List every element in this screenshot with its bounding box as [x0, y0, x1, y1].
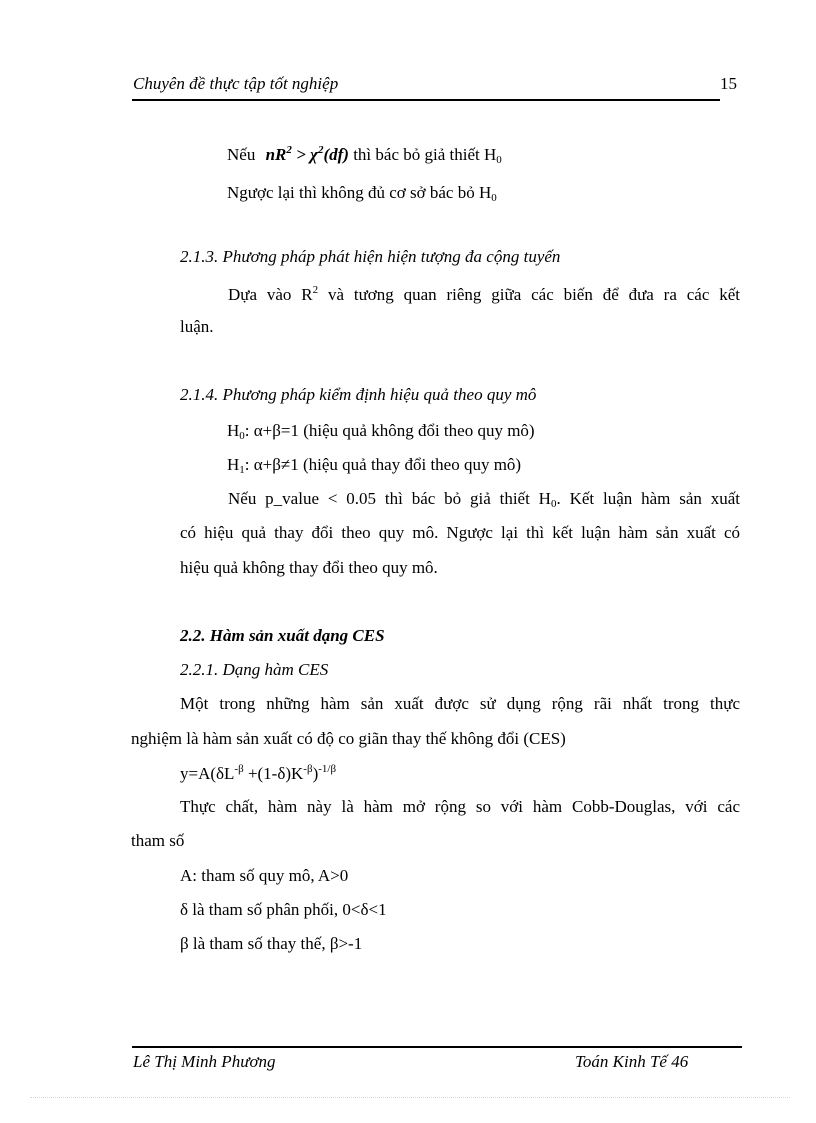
parameter-delta: δ là tham số phân phối, 0<δ<1 — [180, 900, 387, 919]
section-2-2-1-heading: 2.2.1. Dạng hàm CES — [180, 660, 329, 679]
section-2-2-1-paragraph-line4: tham số — [131, 831, 185, 850]
section-2-1-3-heading: 2.1.3. Phương pháp phát hiện hiện tượng đa cộng tuyến — [180, 247, 561, 266]
page-edge-dotted-line — [30, 1097, 790, 1098]
section-2-2-1-paragraph-line1: Một trong những hàm sản xuất được sử dụng rộng rãi nhất trong thực — [180, 694, 740, 713]
running-header-title: Chuyên đề thực tập tốt nghiệp — [133, 74, 339, 93]
section-2-2-1-paragraph-line2: nghiệm là hàm sản xuất có độ co giãn thay thế không đổi (CES) — [131, 729, 566, 748]
section-2-1-4-paragraph-line1: Nếu p_value < 0.05 thì bác bỏ giả thiết $H_0$. Kết luận hàm sản xuất — [228, 489, 740, 510]
hypothesis-h1: $H_1$: α+β≠1 (hiệu quả thay đổi theo quy mô) — [227, 455, 522, 476]
ces-equation: $y=A(\delta L^{-\beta} +(1-\delta)K^{-\beta})^{-1/\beta}$ — [180, 763, 337, 783]
section-2-1-3-paragraph-line1: Dựa vào $R^2$ và tương quan riêng giữa các biến để đưa ra các kết — [228, 284, 740, 304]
section-2-1-3-paragraph-line2: luận. — [180, 317, 214, 336]
section-2-2-heading: 2.2. Hàm sản xuất dạng CES — [180, 626, 385, 645]
rule-otherwise-line: Ngược lại thì không đủ cơ sở bác bỏ $H_0$ — [227, 183, 497, 204]
header-rule — [132, 99, 720, 101]
hypothesis-h0: $H_0$: α+β=1 (hiệu quả không đổi theo quy mô) — [227, 421, 535, 442]
footer-rule — [132, 1046, 742, 1048]
rule-suffix: thì bác bỏ giả thiết H — [348, 145, 497, 164]
rule-suffix-sub: 0 — [496, 154, 502, 166]
footer-class: Toán Kinh Tế 46 — [575, 1052, 689, 1071]
section-2-1-4-paragraph-line2: có hiệu quả thay đổi theo quy mô. Ngược lại thì kết luận hàm sản xuất có — [180, 523, 740, 542]
parameter-beta: β là tham số thay thế, β>-1 — [180, 934, 363, 953]
section-2-1-4-paragraph-line3: hiệu quả không thay đổi theo quy mô. — [180, 558, 438, 577]
page-number: 15 — [720, 74, 737, 93]
footer-author: Lê Thị Minh Phương — [133, 1052, 276, 1071]
section-2-2-1-paragraph-line3: Thực chất, hàm này là hàm mở rộng so với hàm Cobb-Douglas, với các — [180, 797, 740, 816]
decision-rule-line — [227, 144, 502, 166]
rule-prefix: Nếu — [227, 145, 256, 164]
formula-nr2-chi2: $nR^2 > \chi^2(df)$ — [265, 144, 349, 164]
parameter-a: A: tham số quy mô, A>0 — [180, 866, 349, 885]
section-2-1-4-heading: 2.1.4. Phương pháp kiểm định hiệu quả theo quy mô — [180, 385, 537, 404]
